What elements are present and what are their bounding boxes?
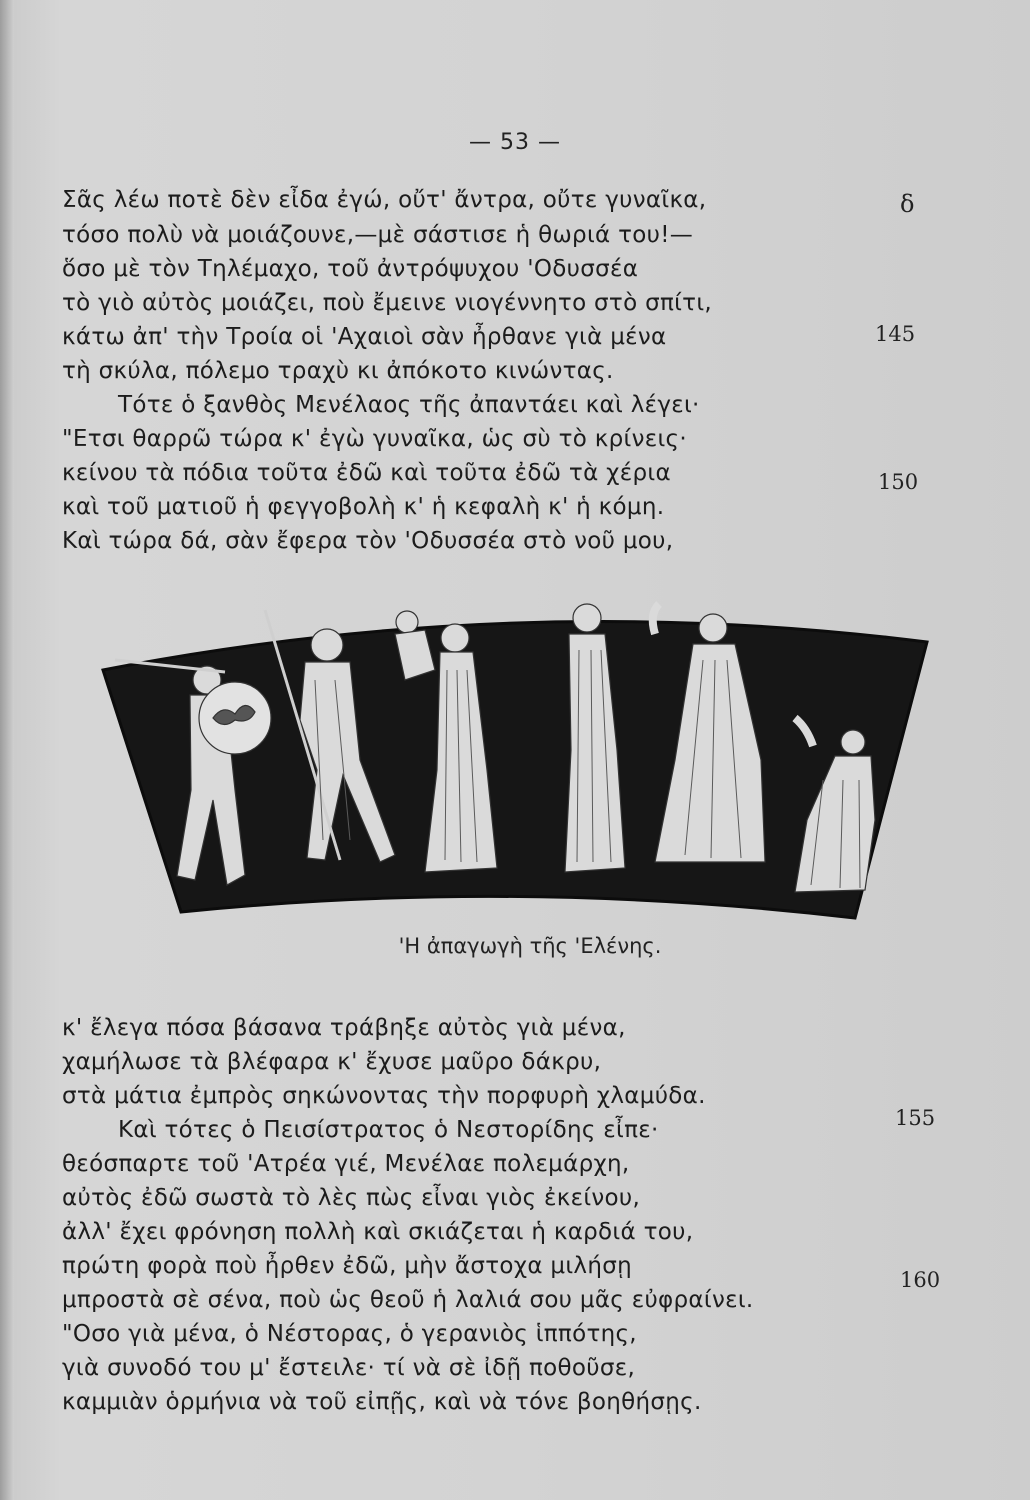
verse-line: Καὶ τότες ὁ Πεισίστρατος ὁ Νεστορίδης εἶπε·	[118, 1117, 659, 1143]
line-number: 145	[875, 322, 916, 346]
line-number: 150	[878, 470, 919, 494]
verse-line: κ' ἔλεγα πόσα βάσανα τράβηξε αὐτὸς γιὰ μένα,	[62, 1015, 626, 1041]
verse-line: "Ετσι θαρρῶ τώρα κ' ἐγὼ γυναῖκα, ὡς σὺ τὸ κρίνεις·	[62, 426, 687, 452]
figure-caption: 'Η ἀπαγωγὴ τῆς 'Ελένης.	[398, 934, 662, 958]
verse-line: μπροστὰ σὲ σένα, ποὺ ὡς θεοῦ ἡ λαλιά σου μᾶς εὐφραίνει.	[62, 1287, 754, 1313]
page-number: — 53 —	[469, 130, 561, 155]
verse-line: ἀλλ' ἔχει φρόνηση πολλὴ καὶ σκιάζεται ἡ καρδιά του,	[62, 1219, 694, 1245]
verse-line: χαμήλωσε τὰ βλέφαρα κ' ἔχυσε μαῦρο δάκρυ,	[62, 1049, 602, 1075]
verse-line: κάτω ἀπ' τὴν Τροία οἱ 'Αχαιοὶ σὰν ἦρθανε γιὰ μένα	[62, 324, 667, 350]
verse-line: τόσο πολὺ νὰ μοιάζουνε,—μὲ σάστισε ἡ θωριά του!—	[62, 222, 694, 248]
verse-line: καμμιὰν ὁρμήνια νὰ τοῦ εἰπῇς, καὶ νὰ τόνε βοηθήσῃς.	[62, 1389, 702, 1415]
verse-line: κείνου τὰ πόδια τοῦτα ἐδῶ καὶ τοῦτα ἐδῶ τὰ χέρια	[62, 460, 671, 486]
verse-line: Σᾶς λέω ποτὲ δὲν εἶδα ἐγώ, οὔτ' ἄντρα, οὔτε γυναῖκα,	[62, 187, 707, 213]
verse-line: Τότε ὁ ξανθὸς Μενέλαος τῆς ἀπαντάει καὶ λέγει·	[118, 392, 700, 418]
verse-line: τὸ γιὸ αὐτὸς μοιάζει, ποὺ ἔμεινε νιογέννητο στὸ σπίτι,	[62, 290, 713, 316]
verse-line: πρώτη φορὰ ποὺ ἦρθεν ἐδῶ, μὴν ἄστοχα μιλήσῃ	[62, 1253, 632, 1279]
verse-line: ὅσο μὲ τὸν Τηλέμαχο, τοῦ ἀντρόψυχου 'Οδυσσέα	[62, 256, 639, 282]
line-number: 160	[900, 1268, 941, 1292]
book-gutter-shadow	[0, 0, 14, 1500]
line-number: 155	[895, 1106, 936, 1130]
verse-line: "Οσο γιὰ μένα, ὁ Νέστορας, ὁ γερανιὸς ἱππότης,	[62, 1321, 637, 1347]
verse-line: αὐτὸς ἐδῶ σωστὰ τὸ λὲς πὼς εἶναι γιὸς ἐκείνου,	[62, 1185, 641, 1211]
verse-line: θεόσπαρτε τοῦ 'Ατρέα γιέ, Μενέλαε πολεμάρχη,	[62, 1151, 630, 1177]
verse-line: τὴ σκύλα, πόλεμο τραχὺ κι ἀπόκοτο κινώντας.	[62, 358, 614, 384]
vase-painting-illustration	[95, 600, 935, 930]
verse-line: στὰ μάτια ἐμπρὸς σηκώνοντας τὴν πορφυρὴ χλαμύδα.	[62, 1083, 706, 1109]
verse-line: καὶ τοῦ ματιοῦ ἡ φεγγοβολὴ κ' ἡ κεφαλὴ κ' ἡ κόμη.	[62, 494, 665, 520]
book-marker: δ	[900, 190, 915, 218]
verse-line: γιὰ συνοδό του μ' ἔστειλε· τί νὰ σὲ ἰδῇ ποθοῦσε,	[62, 1355, 636, 1381]
red-figure-vase-painting-icon	[95, 600, 935, 930]
verse-line: Καὶ τώρα δά, σὰν ἔφερα τὸν 'Οδυσσέα στὸ νοῦ μου,	[62, 528, 674, 554]
